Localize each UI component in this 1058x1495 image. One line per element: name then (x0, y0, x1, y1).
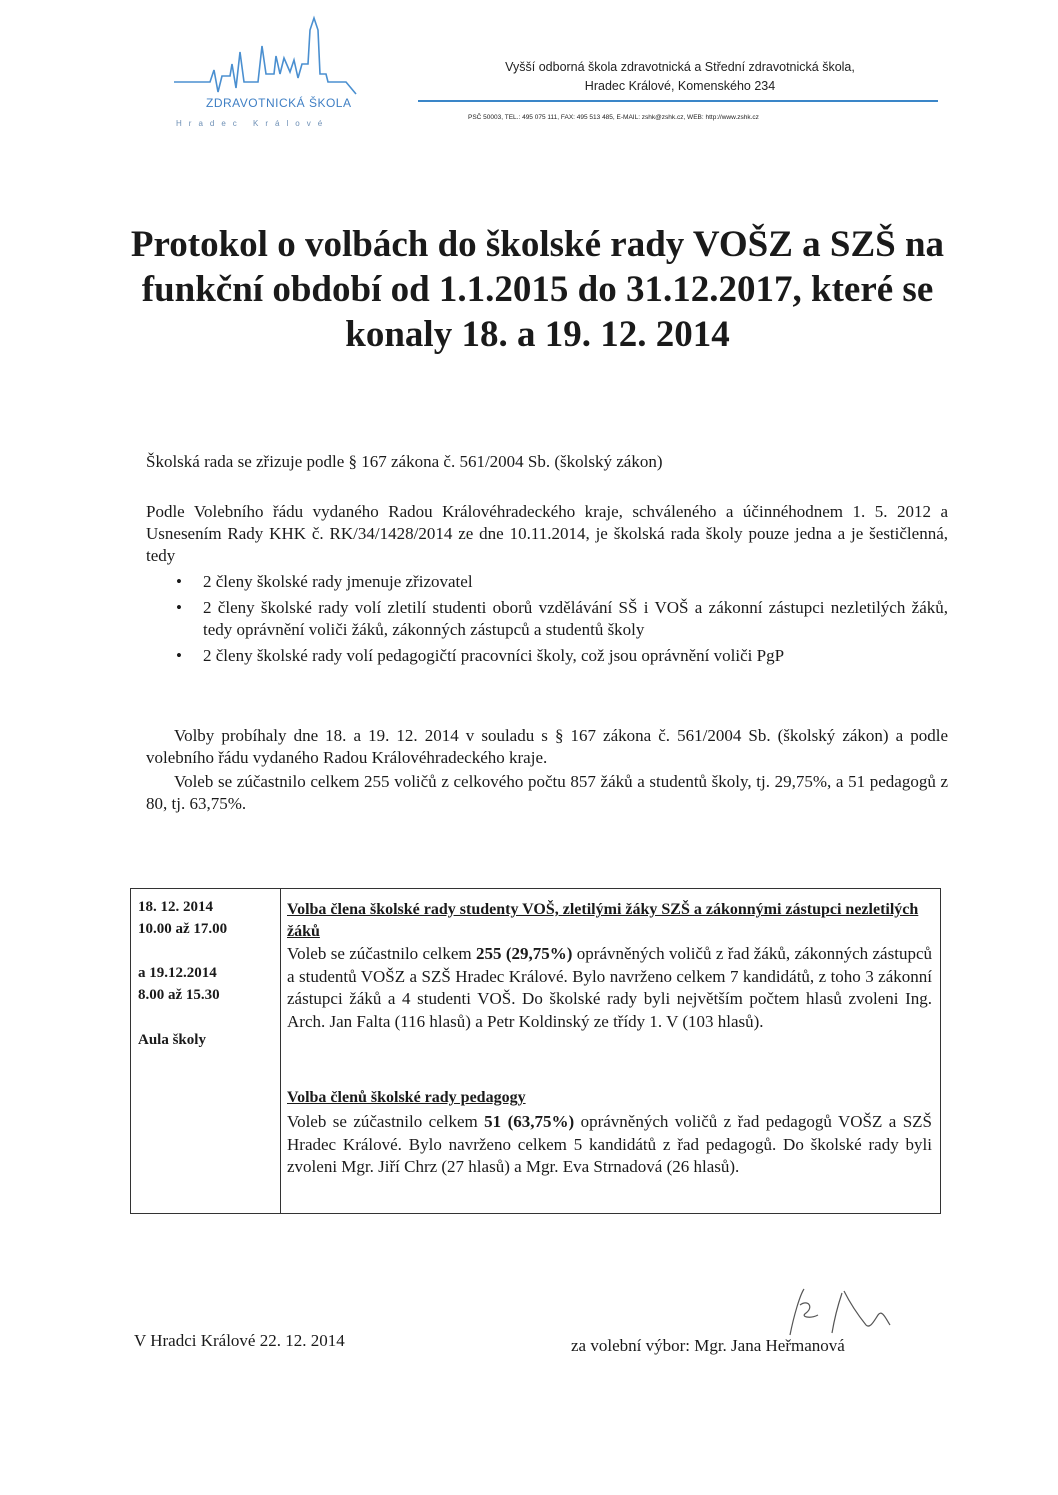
bullet-icon: • (176, 646, 182, 665)
section2-title: Volba členů školské rady pedagogy (287, 1089, 526, 1106)
list-item: • 2 členy školské rady volí pedagogičtí pracovníci školy, což jsou oprávnění voliči PgP (176, 646, 785, 665)
document-title: Protokol o volbách do školské rady VOŠZ a SZŠ na funkční období od 1.1.2015 do 31.12.2017, které se konaly 18. a 19. 12. 2014 (130, 224, 945, 355)
council-composition-list (146, 571, 948, 671)
header-rule (418, 100, 938, 102)
rules-paragraph: Podle Volebního řádu vydaného Radou Královéhradeckého kraje, schváleného a účinnéhodnem 1. 5. 2012 a Usnesením Rady KHK č. RK/34/1428/2014 ze dne 10.11.2014, je školská rada školy pouze jedna a je šestičlenná, tedy (146, 502, 948, 565)
day1-time: 10.00 až 17.00 (138, 921, 228, 937)
section2-count: 51 (63,75%) (484, 1112, 575, 1131)
list-item: • 2 členy školské rady jmenuje zřizovatel (176, 572, 473, 591)
day2-time: 8.00 až 15.30 (138, 987, 220, 1003)
election-day2 (138, 962, 220, 1006)
election-place: Aula školy (138, 1032, 206, 1048)
place-and-date: V Hradci Králové 22. 12. 2014 (134, 1331, 345, 1350)
election-held-paragraph: Volby probíhaly dne 18. a 19. 12. 2014 v souladu s § 167 zákona č. 561/2004 Sb. (školský zákon) a podle volebního řádu vydaného Radou Královéhradeckého kraje. (146, 726, 948, 767)
signed-by: za volební výbor: Mgr. Jana Heřmanová (571, 1336, 845, 1355)
day1-date: 18. 12. 2014 (138, 899, 213, 915)
logo-city: Hradec Králové (176, 119, 330, 128)
bullet-icon: • (176, 572, 182, 591)
section2-body: Voleb se zúčastnilo celkem 51 (63,75%) oprávněných voličů z řad pedagogů VOŠZ a SZŠ Hradec Králové. Bylo navrženo celkem 5 kandidátů z řad pedagogů. Do školské rady byli zvoleni Mgr. Jiří Chrz (27 hlasů) a Mgr. Eva Strnadová (26 hlasů). (287, 1112, 932, 1176)
day2-date: a 19.12.2014 (138, 965, 217, 981)
list-item: • 2 členy školské rady volí zletilí studenti oborů vzdělávání SŠ i VOŠ a zákonní zástupci nezletilých žáků, tedy oprávnění voliči žáků, zákonných zástupců a studentů školy (176, 598, 948, 639)
intro-paragraph: Školská rada se zřizuje podle § 167 zákona č. 561/2004 Sb. (školský zákon) (146, 452, 663, 471)
section1-title: Volba člena školské rady studenty VOŠ, zletilými žáky SZŠ a zákonnými zástupci nezletilých žáků (287, 901, 919, 940)
school-name-line2: Hradec Králové, Komenského 234 (584, 79, 776, 93)
school-logo (170, 12, 370, 127)
bullet-icon: • (176, 598, 182, 617)
contact-line: PSČ 50003, TEL.: 495 075 111, FAX: 495 513 485, E-MAIL: zshk@zshk.cz, WEB: http://www.zshk.cz (468, 114, 759, 121)
section1-count: 255 (29,75%) (475, 944, 573, 963)
logo-school-name: ZDRAVOTNICKÁ ŠKOLA (206, 96, 352, 110)
election-day1 (138, 896, 227, 940)
section1-body: Voleb se zúčastnilo celkem 255 (29,75%) oprávněných voličů z řad žáků, zákonných zástupců a studentů VOŠZ a SZŠ Hradec Králové. Bylo navrženo celkem 7 kandidátů, z toho 3 zákonní zástupci žáků a 4 studenti VOŠ. Do školské rady byli největším počtem hlasů zvoleni Ing. Arch. Jan Falta (116 hlasů) a Petr Koldinský ze třídy 1. V (103 hlasů). (287, 944, 932, 1031)
table-column-divider (280, 889, 281, 1213)
school-name-line1: Vyšší odborná škola zdravotnická a Střední zdravotnická škola, (505, 60, 855, 74)
turnout-paragraph: Voleb se zúčastnilo celkem 255 voličů z celkového počtu 857 žáků a studentů školy, tj. 29,75%, a 51 pedagogů z 80, tj. 63,75%. (146, 772, 948, 813)
